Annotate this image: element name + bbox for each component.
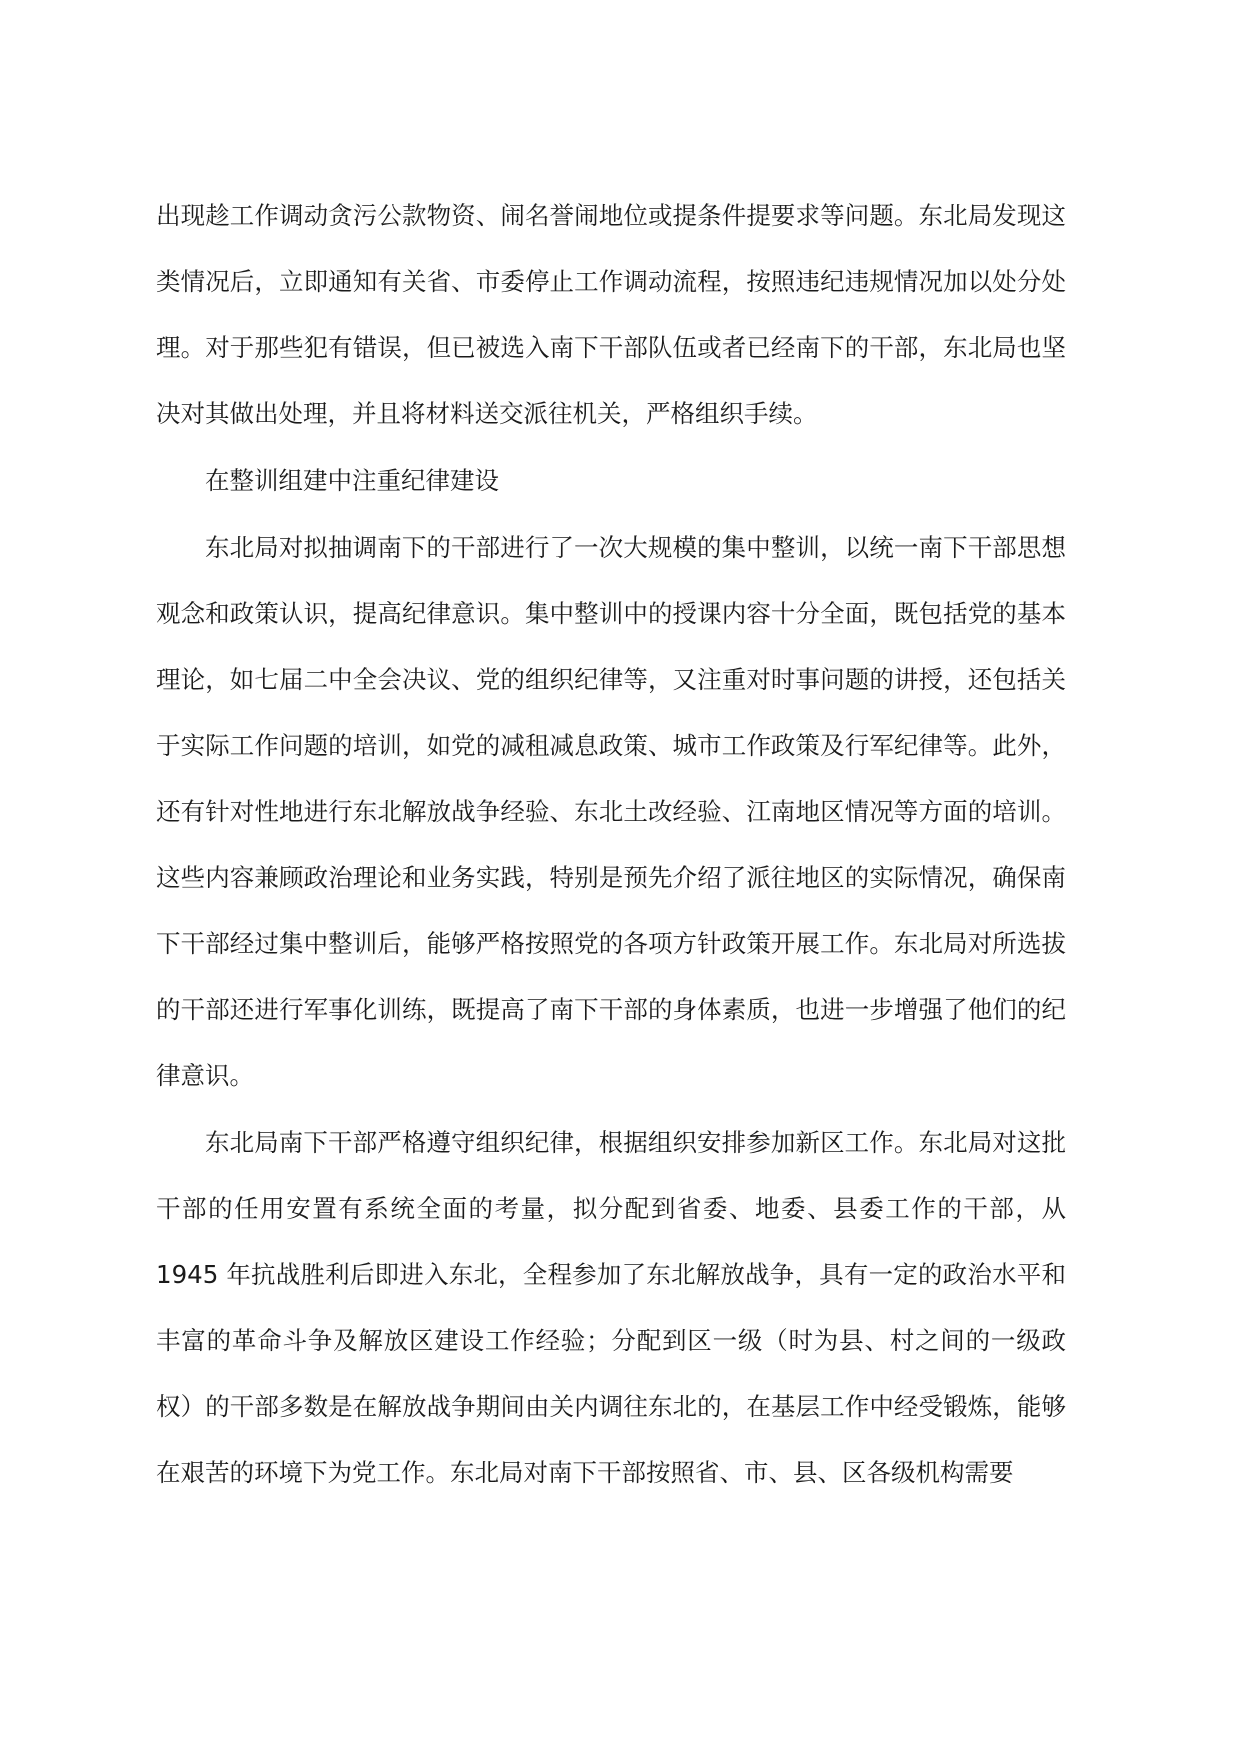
paragraph-3: 东北局南下干部严格遵守组织纪律，根据组织安排参加新区工作。东北局对这批干部的任用安置有系统全面的考量，拟分配到省委、地委、县委工作的干部，从1945 年抗战胜利后即进入东北，全程参加了东北解放战争，具有一定的政治水平和丰富的革命斗争及解放区建设工作经验；分配到区一级（时为县、村之间的一级政权）的干部多数是在解放战争期间由关内调往东北的，在基层工作中经受锻炼，能够在艰苦的环境下为党工作。东北局对南下干部按照省、市、县、区各级机构需要 bbox=[156, 1128, 1066, 1487]
section-heading: 在整训组建中注重纪律建设 bbox=[205, 466, 499, 495]
paragraph-1: 出现趁工作调动贪污公款物资、闹名誉闹地位或提条件提要求等问题。东北局发现这类情况后，立即通知有关省、市委停止工作调动流程，按照违纪违规情况加以处分处理。对于那些犯有错误，但已被选入南下干部队伍或者已经南下的干部，东北局也坚决对其做出处理，并且将材料送交派往机关，严格组织手续。 bbox=[156, 201, 1066, 428]
article-body bbox=[156, 183, 1066, 1506]
paragraph-2: 东北局对拟抽调南下的干部进行了一次大规模的集中整训，以统一南下干部思想观念和政策认识，提高纪律意识。集中整训中的授课内容十分全面，既包括党的基本理论，如七届二中全会决议、党的组织纪律等，又注重对时事问题的讲授，还包括关于实际工作问题的培训，如党的减租减息政策、城市工作政策及行军纪律等。此外，还有针对性地进行东北解放战争经验、东北土改经验、江南地区情况等方面的培训。这些内容兼顾政治理论和业务实践，特别是预先介绍了派往地区的实际情况，确保南下干部经过集中整训后，能够严格按照党的各项方针政策开展工作。东北局对所选拔的干部还进行军事化训练，既提高了南下干部的身体素质，也进一步增强了他们的纪律意识。 bbox=[156, 533, 1066, 1090]
